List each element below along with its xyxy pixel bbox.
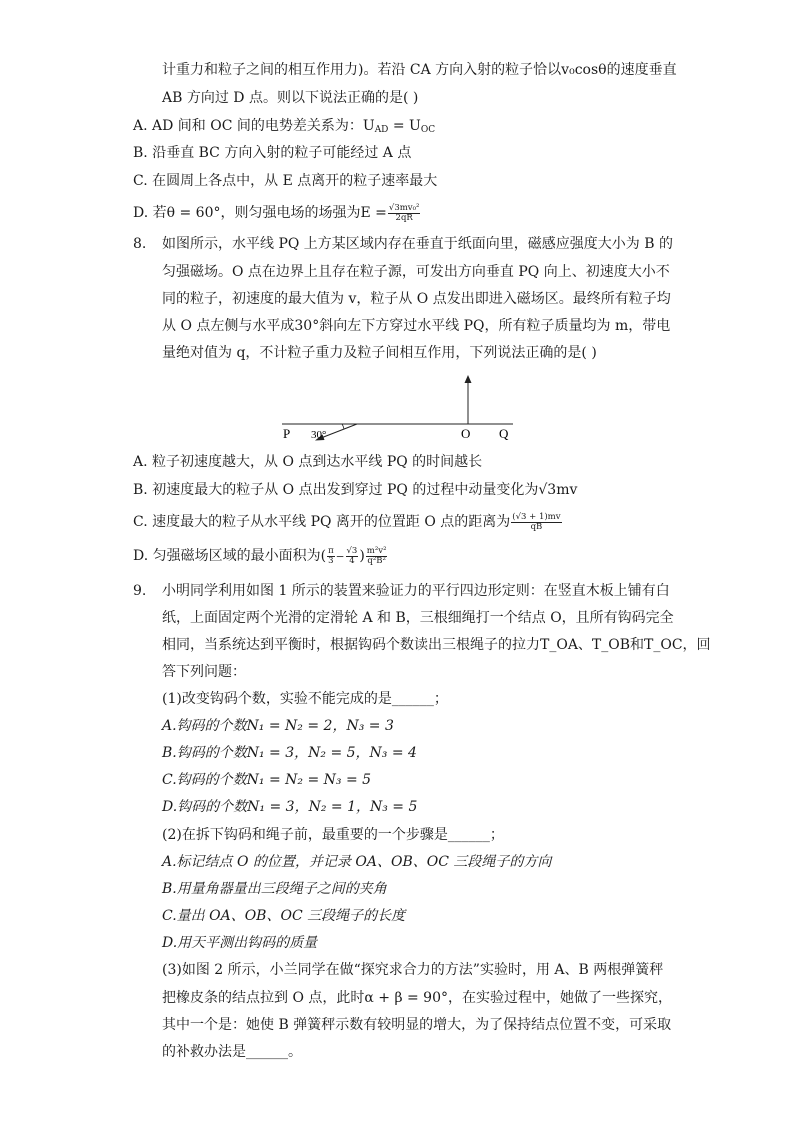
- q8-stem-line-3: 同的粒子，初速度的最大值为 v，粒子从 O 点发出即进入磁场区。最终所有粒子均: [162, 291, 671, 307]
- q8-option-d-text: D. 匀强磁场区域的最小面积为(: [133, 548, 327, 564]
- q7-option-d-fraction: [388, 204, 421, 223]
- frac1-num: π: [328, 545, 334, 556]
- q9-part3-line-2: 把橡皮条的结点拉到 O 点，此时α + β = 90°，在实验过程中，她做了一些探究，: [162, 990, 673, 1006]
- q7-option-d: [133, 203, 421, 223]
- frac3-num: m²v²: [366, 545, 387, 556]
- q9-part1-option-a: A.钩码的个数N₁ = N₂ = 2，N₃ = 3: [162, 718, 394, 734]
- frac1-den: 3: [328, 555, 334, 566]
- q8-figure: [270, 372, 530, 444]
- q8-number: 8.: [133, 236, 147, 252]
- q7-option-a-text: A. AD 间和 OC 间的电势差关系为：U: [133, 118, 375, 134]
- q9-stem-line-2: 纸，上面固定两个光滑的定滑轮 A 和 B，三根细绳打一个结点 O，且所有钩码完全: [162, 610, 674, 626]
- q9-part2-prompt: (2)在拆下钩码和绳子前，最重要的一个步骤是______；: [162, 827, 504, 843]
- q8-option-c-numerator: (√3 + 1)mv: [512, 511, 561, 522]
- label-angle: 30°: [311, 429, 327, 441]
- arrowhead-up-icon: [465, 375, 472, 383]
- q8-option-b: B. 初速度最大的粒子从 O 点出发到穿过 PQ 的过程中动量变化为√3mv: [133, 482, 578, 498]
- q8-option-d-frac2: [346, 547, 359, 566]
- q9-part3-line-4: 的补救办法是______。: [162, 1044, 302, 1060]
- q8-option-c-fraction: [511, 513, 561, 532]
- q8-option-d-close: ): [359, 548, 365, 564]
- q9-stem-line-1: 小明同学利用如图 1 所示的装置来验证力的平行四边形定则：在竖直木板上铺有白: [162, 583, 670, 599]
- q9-part1-prompt: (1)改变钩码个数，实验不能完成的是______；: [162, 691, 448, 707]
- angle-arc: [342, 424, 344, 429]
- q7-option-a-sub1: AD: [374, 125, 389, 135]
- q9-stem-line-3: 相同，当系统达到平衡时，根据钩码个数读出三根绳子的拉力T_OA、T_OB和T_OC，回: [162, 637, 711, 653]
- q9-number: 9.: [133, 583, 147, 599]
- q9-part3-line-3: 其中一个是：她使 B 弹簧秤示数有较明显的增大，为了保持结点位置不变，可采取: [162, 1017, 672, 1033]
- q9-part1-option-d: D.钩码的个数N₁ = 3，N₂ = 1，N₃ = 5: [162, 799, 418, 815]
- q7-option-a-mid: = U: [388, 118, 421, 134]
- label-q: Q: [499, 426, 509, 441]
- q9-part2-option-a: A.标记结点 O 的位置，并记录 OA、OB、OC 三段绳子的方向: [162, 854, 552, 870]
- label-o: O: [461, 426, 471, 441]
- q8-option-d-frac1: [327, 547, 335, 566]
- label-p: P: [283, 426, 291, 441]
- frac3-den: q²B²: [367, 555, 386, 566]
- frac2-den: 4: [349, 555, 355, 566]
- q7-option-d-denominator: 2qR: [395, 212, 413, 223]
- q9-part2-option-b: B.用量角器量出三段绳子之间的夹角: [162, 881, 387, 897]
- q8-stem-line-5: 量绝对值为 q，不计粒子重力及粒子间相互作用，下列说法正确的是( ): [162, 345, 597, 361]
- q9-part2-option-c: C.量出 OA、OB、OC 三段绳子的长度: [162, 908, 406, 924]
- q8-stem-line-1: 如图所示，水平线 PQ 上方某区域内存在垂直于纸面向里，磁感应强度大小为 B 的: [162, 236, 673, 252]
- q7-option-a: [133, 116, 435, 140]
- q8-option-c-text: C. 速度最大的粒子从水平线 PQ 离开的位置距 O 点的距离为: [133, 514, 511, 530]
- frac2-num: √3: [346, 545, 358, 556]
- q9-part1-option-b: B.钩码的个数N₁ = 3，N₂ = 5，N₃ = 4: [162, 745, 417, 761]
- q7-option-d-text: D. 若θ = 60°，则匀强电场的场强为E =: [133, 205, 387, 221]
- q9-stem-line-4: 答下列问题：: [162, 664, 246, 680]
- q8-option-c-denominator: qB: [530, 521, 543, 532]
- q8-option-d-frac3: [366, 547, 388, 566]
- q8-option-d-minus: −: [335, 551, 345, 563]
- q7-option-d-numerator: √3mv₀²: [388, 202, 420, 213]
- q7-option-c: C. 在圆周上各点中，从 E 点离开的粒子速率最大: [133, 173, 438, 189]
- q7-stem-line-1: 计重力和粒子之间的相互作用力)。若沿 CA 方向入射的粒子恰以v₀cosθ的速度垂直: [162, 62, 677, 78]
- q9-part2-option-d: D.用天平测出钩码的质量: [162, 935, 318, 951]
- q8-option-d: [133, 546, 388, 567]
- q7-stem-line-2: AB 方向过 D 点。则以下说法正确的是( ): [162, 90, 419, 106]
- q7-option-a-sub2: OC: [420, 125, 436, 135]
- q7-option-b: B. 沿垂直 BC 方向入射的粒子可能经过 A 点: [133, 145, 412, 161]
- q8-stem-line-4: 从 O 点左侧与水平成30°斜向左下方穿过水平线 PQ，所有粒子质量均为 m，带电: [162, 318, 671, 334]
- q8-stem-line-2: 匀强磁场。O 点在边界上且存在粒子源，可发出方向垂直 PQ 向上、初速度大小不: [162, 264, 670, 280]
- q9-part3-line-1: (3)如图 2 所示，小兰同学在做“探究求合力的方法”实验时，用 A、B 两根弹簧秤: [162, 962, 664, 978]
- q8-option-a: A. 粒子初速度越大，从 O 点到达水平线 PQ 的时间越长: [133, 454, 483, 470]
- q8-option-c: [133, 512, 563, 532]
- q9-part1-option-c: C.钩码的个数N₁ = N₂ = N₃ = 5: [162, 772, 372, 788]
